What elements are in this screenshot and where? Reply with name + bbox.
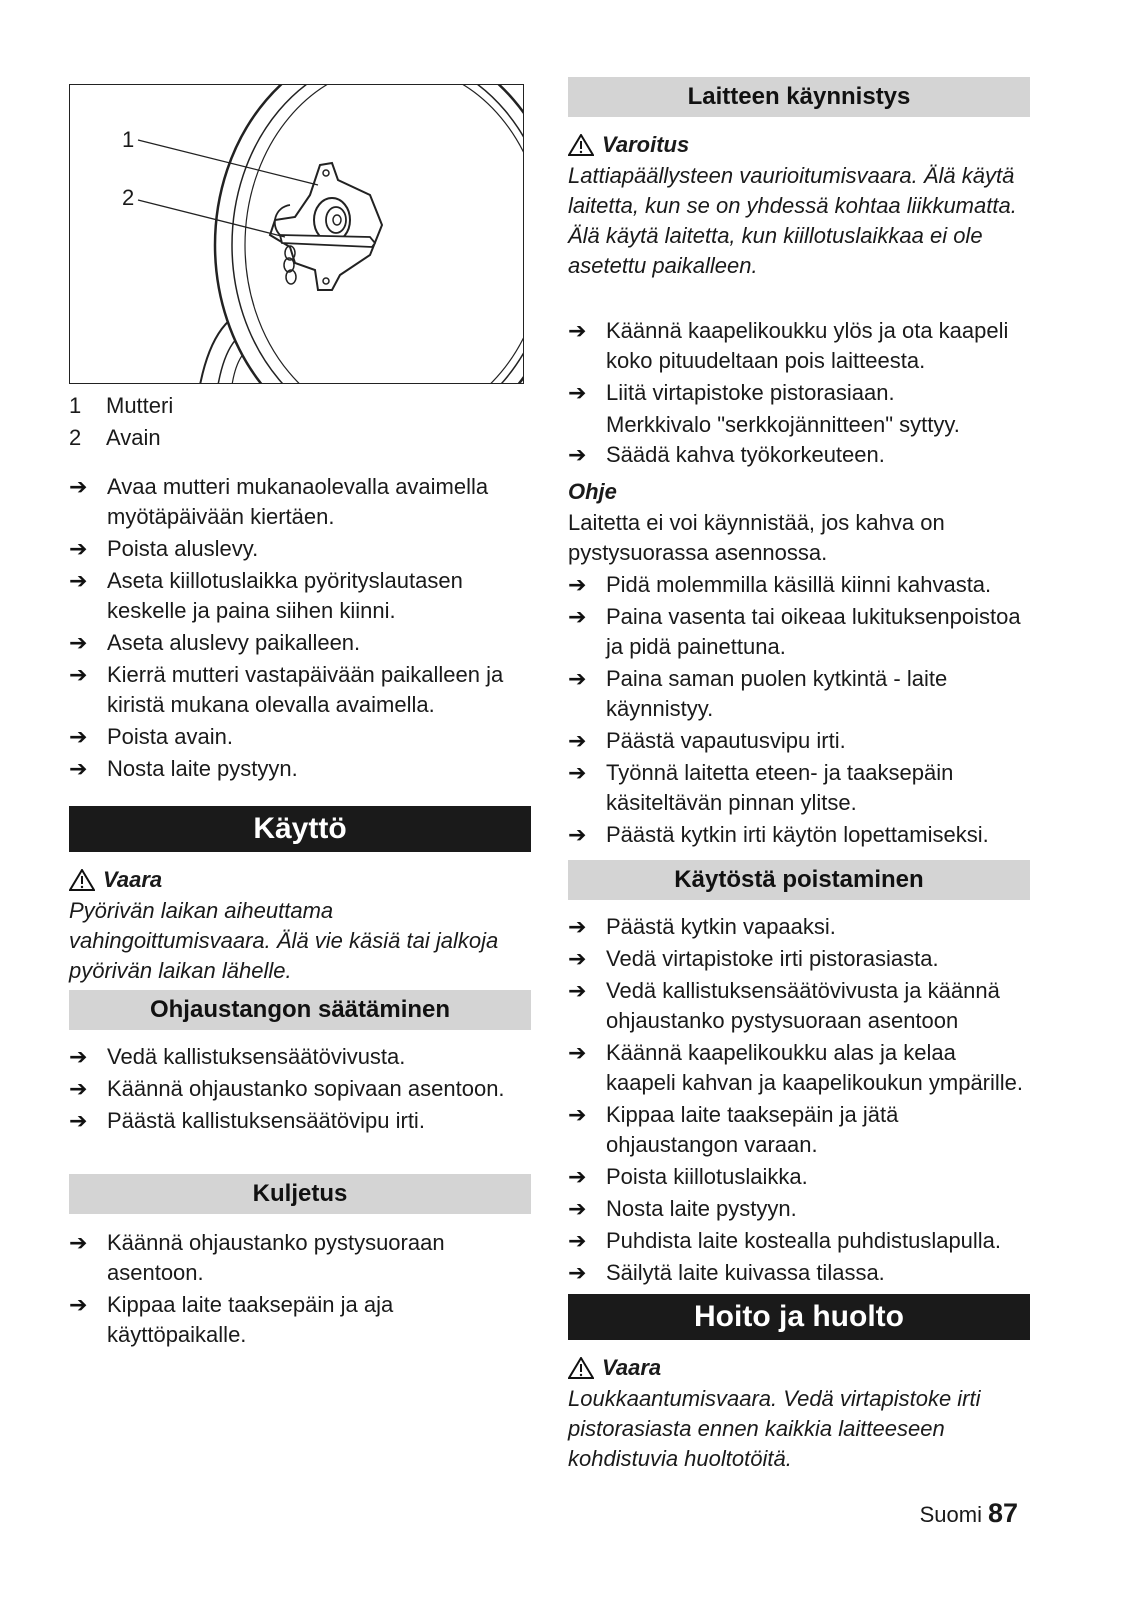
pad-nut-drawing: [70, 85, 524, 384]
step-item: ➔ Päästä kytkin vapaaksi.: [568, 912, 1030, 942]
arrow-right-icon: ➔: [568, 666, 587, 691]
arrow-right-icon: ➔: [568, 978, 587, 1003]
arrow-right-icon: ➔: [568, 946, 587, 971]
arrow-right-icon: ➔: [69, 662, 88, 687]
warning-notice: [568, 129, 1030, 281]
danger-text: Loukkaantumisvaara. Vedä virtapistoke irti pistorasiasta ennen kaikkia laitteeseen kohdistuvia huoltotöitä.: [568, 1386, 981, 1471]
danger-notice: [69, 864, 531, 986]
step-item: ➔ Paina vasenta tai oikeaa lukituksenpoistoa ja pidä painettuna.: [568, 604, 1021, 659]
arrow-right-icon: ➔: [69, 1230, 88, 1255]
step-item: ➔ Vedä virtapistoke irti pistorasiasta.: [568, 944, 1030, 974]
callout-1: 1: [122, 127, 135, 152]
arrow-right-icon: ➔: [568, 1040, 587, 1065]
step-item: ➔ Liitä virtapistoke pistorasiaan.: [568, 378, 1030, 408]
arrow-right-icon: ➔: [568, 728, 587, 753]
danger-title: Vaara: [568, 1352, 1030, 1384]
step-item: ➔ Nosta laite pystyyn.: [568, 1194, 1030, 1224]
step-item: ➔ Aseta aluslevy paikalleen.: [69, 628, 531, 658]
step-item: ➔ Työnnä laitetta eteen- ja taaksepäin käsiteltävän pinnan ylitse.: [568, 760, 954, 815]
arrow-right-icon: ➔: [568, 380, 587, 405]
step-item: ➔ Käännä ohjaustanko sopivaan asentoon.: [69, 1074, 531, 1104]
warning-triangle-icon: [568, 134, 594, 156]
step-item: ➔ Vedä kallistuksensäätövivusta.: [69, 1042, 531, 1072]
legend-label: Avain: [106, 425, 161, 450]
arrow-right-icon: ➔: [568, 1164, 587, 1189]
step-item: ➔ Pidä molemmilla käsillä kiinni kahvasta.: [568, 570, 1030, 600]
page-number: 87: [987, 1498, 1018, 1528]
startup-steps: [568, 316, 1030, 472]
arrow-right-icon: ➔: [69, 1076, 88, 1101]
note-text: Laitetta ei voi käynnistää, jos kahva on pystysuorassa asennossa.: [568, 510, 945, 565]
arrow-right-icon: ➔: [568, 760, 587, 785]
step-item: ➔ Käännä kaapelikoukku alas ja kelaa kaapeli kahvan ja kaapelikoukun ympärille.: [568, 1040, 1024, 1095]
step-item: ➔ Kierrä mutteri vastapäivään paikalleen ja kiristä mukana olevalla avaimella.: [69, 662, 504, 717]
step-item: ➔ Käännä ohjaustanko pystysuoraan asentoon.: [69, 1230, 445, 1285]
danger-notice-maintenance: [568, 1352, 1030, 1474]
arrow-right-icon: ➔: [69, 1292, 88, 1317]
figure-legend: [69, 390, 173, 454]
section-heading-kaytto: Käyttö: [69, 806, 531, 852]
arrow-right-icon: ➔: [69, 474, 88, 499]
footer-language: Suomi: [919, 1502, 982, 1527]
step-item: ➔ Päästä kallistuksensäätövipu irti.: [69, 1106, 531, 1136]
step-item: ➔ Kippaa laite taaksepäin ja aja käyttöpaikalle.: [69, 1292, 394, 1347]
step-item: ➔ Puhdista laite kostealla puhdistuslapulla.: [568, 1226, 1030, 1256]
step-item: ➔ Päästä kytkin irti käytön lopettamiseksi.: [568, 820, 1030, 850]
arrow-right-icon: ➔: [568, 914, 587, 939]
legend-item: [69, 390, 173, 422]
legend-number: 1: [69, 393, 82, 418]
subheading-poistaminen: Käytöstä poistaminen: [568, 860, 1030, 900]
operation-steps: [568, 570, 1030, 852]
step-item: ➔ Säädä kahva työkorkeuteen.: [568, 440, 1030, 470]
arrow-right-icon: ➔: [69, 1108, 88, 1133]
section-heading-hoito: Hoito ja huolto: [568, 1294, 1030, 1340]
legend-label: Mutteri: [106, 393, 174, 418]
arrow-right-icon: ➔: [69, 724, 88, 749]
arrow-right-icon: ➔: [69, 1044, 88, 1069]
step-item: ➔ Poista aluslevy.: [69, 534, 531, 564]
step-item: ➔ Poista kiillotuslaikka.: [568, 1162, 1030, 1192]
arrow-right-icon: ➔: [568, 442, 587, 467]
arrow-right-icon: ➔: [69, 568, 88, 593]
page-footer: [920, 1498, 1018, 1529]
arrow-right-icon: ➔: [69, 630, 88, 655]
arrow-right-icon: ➔: [568, 1228, 587, 1253]
step-item: ➔ Nosta laite pystyyn.: [69, 754, 531, 784]
arrow-right-icon: ➔: [568, 1196, 587, 1221]
legend-number: 2: [69, 425, 82, 450]
subheading-ohjaustanko: Ohjaustangon säätäminen: [69, 990, 531, 1030]
transport-steps: [69, 1228, 531, 1352]
warning-triangle-icon: [69, 869, 95, 891]
step-item: ➔ Avaa mutteri mukanaolevalla avaimella myötäpäivään kiertäen.: [69, 474, 489, 529]
note-block: [568, 476, 1030, 568]
legend-item: [69, 422, 173, 454]
arrow-right-icon: ➔: [568, 822, 587, 847]
step-item: ➔ Käännä kaapelikoukku ylös ja ota kaapeli koko pituudeltaan pois laitteesta.: [568, 318, 1009, 373]
warning-title: Varoitus: [568, 129, 1030, 161]
arrow-right-icon: ➔: [69, 536, 88, 561]
step-item: ➔ Poista avain.: [69, 722, 531, 752]
subheading-kuljetus: Kuljetus: [69, 1174, 531, 1214]
step-item: ➔ Paina saman puolen kytkintä - laite käynnistyy.: [568, 666, 948, 721]
illustration-pad-nut: [69, 84, 524, 384]
step-item: ➔ Päästä vapautusvipu irti.: [568, 726, 1030, 756]
step-item: ➔ Vedä kallistuksensäätövivusta ja käännä ohjaustanko pystysuoraan asentoon: [568, 978, 1000, 1033]
pad-install-steps: [69, 472, 531, 786]
step-item: ➔ Aseta kiillotuslaikka pyörityslautasen keskelle ja paina siihen kiinni.: [69, 568, 463, 623]
arrow-right-icon: ➔: [69, 756, 88, 781]
arrow-right-icon: ➔: [568, 604, 587, 629]
subheading-kaynnistys: Laitteen käynnistys: [568, 77, 1030, 117]
arrow-right-icon: ➔: [568, 1260, 587, 1285]
arrow-right-icon: ➔: [568, 1102, 587, 1127]
shutdown-steps: [568, 912, 1030, 1290]
step-item: ➔ Säilytä laite kuivassa tilassa.: [568, 1258, 1030, 1288]
step-note: Merkkivalo "serkkojännitteen" syttyy.: [606, 412, 960, 437]
step-item: ➔ Kippaa laite taaksepäin ja jätä ohjaustangon varaan.: [568, 1102, 899, 1157]
warning-text: Lattiapäällysteen vaurioitumisvaara. Älä käytä laitetta, kun se on yhdessä kohtaa liikkumatta.: [568, 163, 1017, 218]
warning-triangle-icon: [568, 1357, 594, 1379]
callout-2: 2: [122, 185, 135, 210]
arrow-right-icon: ➔: [568, 572, 587, 597]
arrow-right-icon: ➔: [568, 318, 587, 343]
handle-adjust-steps: [69, 1042, 531, 1138]
warning-text: Älä käytä laitetta, kun kiillotuslaikkaa ei ole asetettu paikalleen.: [568, 223, 983, 278]
note-title: Ohje: [568, 479, 617, 504]
danger-title: Vaara: [69, 864, 531, 896]
danger-text: Pyörivän laikan aiheuttama vahingoittumisvaara. Älä vie käsiä tai jalkoja pyörivän laikan lähelle.: [69, 898, 499, 983]
